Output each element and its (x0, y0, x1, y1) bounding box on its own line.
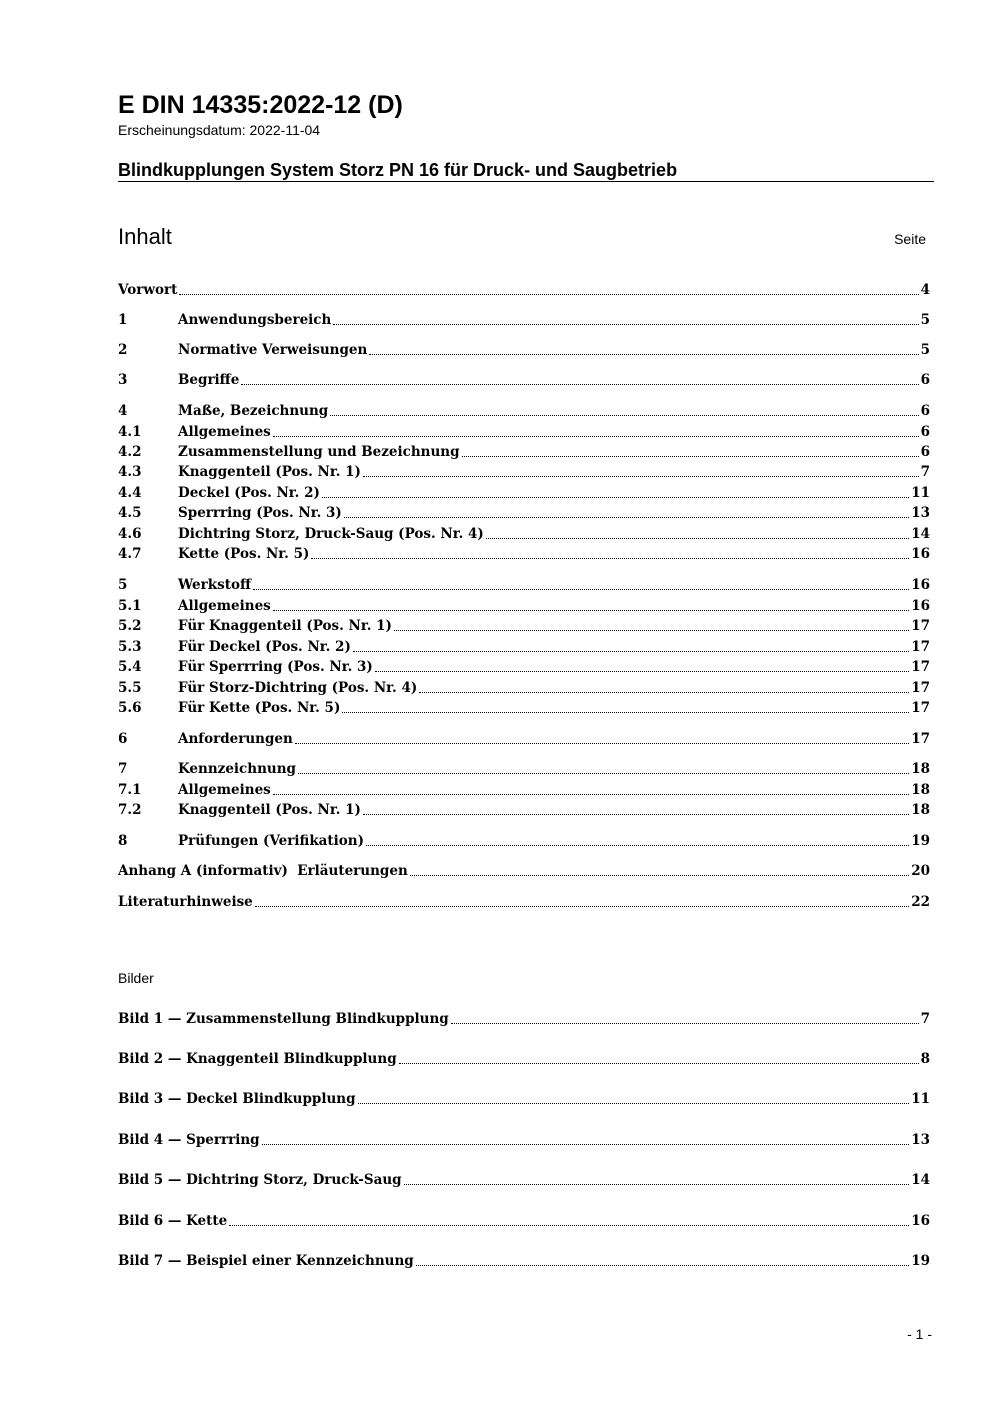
toc-entry-4-5[interactable] (118, 503, 930, 523)
toc-entry-page: 13 (911, 505, 930, 521)
toc-entry-5-5[interactable] (118, 678, 930, 698)
toc-entry-text: Anhang A (informativ) Erläuterungen (118, 863, 408, 879)
toc-entry-7-2[interactable] (118, 800, 930, 820)
toc-entry-text: Für Kette (Pos. Nr. 5) (178, 700, 341, 716)
toc-entry-3[interactable] (118, 370, 930, 390)
figure-entry-text: Bild 1 — Zusammenstellung Blindkupplung (118, 1011, 449, 1027)
toc-entry-number: 5 (118, 577, 128, 593)
toc-entry-number: 4.6 (118, 526, 142, 542)
leader-dots (262, 1143, 910, 1145)
toc-entry-number: 4.7 (118, 546, 142, 562)
toc-entry-text: Literaturhinweise (118, 894, 253, 910)
leader-dots (394, 629, 909, 631)
leader-dots (366, 844, 909, 846)
toc-entry-number: 4.1 (118, 424, 142, 440)
leader-dots (344, 516, 909, 518)
leader-dots (451, 1022, 919, 1024)
toc-entry-5-2[interactable] (118, 616, 930, 636)
leader-dots (322, 496, 909, 498)
toc-entry-number: 7.1 (118, 782, 142, 798)
toc-entry-text: Begriffe (178, 372, 240, 388)
toc-entry-text: Knaggenteil (Pos. Nr. 1) (178, 802, 361, 818)
toc-entry-page: 17 (911, 731, 930, 747)
leader-dots (462, 455, 919, 457)
toc-entry-text: Anforderungen (178, 731, 293, 747)
toc-entry-4-4[interactable] (118, 483, 930, 503)
toc-entry-1[interactable] (118, 310, 930, 330)
toc-entry-text: Kette (Pos. Nr. 5) (178, 546, 310, 562)
toc-entry-4-7[interactable] (118, 544, 930, 564)
toc-entry-vorwort[interactable] (118, 280, 930, 300)
toc-entry-page: 7 (920, 464, 930, 480)
toc-entry-page: 6 (920, 372, 930, 388)
toc-entry-page: 22 (911, 894, 930, 910)
leader-dots (330, 414, 918, 416)
toc-entry-text: Maße, Bezeichnung (178, 403, 329, 419)
toc-entry-number: 7.2 (118, 802, 142, 818)
toc-entry-text: Für Deckel (Pos. Nr. 2) (178, 639, 351, 655)
figures-heading: Bilder (118, 970, 154, 986)
leader-dots (419, 691, 909, 693)
toc-entry-page: 16 (911, 598, 930, 614)
leader-dots (486, 537, 909, 539)
leader-dots (404, 1183, 910, 1185)
figure-entry-text: Bild 3 — Deckel Blindkupplung (118, 1091, 356, 1107)
leader-dots (333, 323, 918, 325)
figure-entry-4[interactable] (118, 1130, 930, 1150)
toc-entry-5-3[interactable] (118, 637, 930, 657)
toc-entry-number: 5.6 (118, 700, 142, 716)
toc-entry-text: Für Knaggenteil (Pos. Nr. 1) (178, 618, 392, 634)
leader-dots (410, 874, 909, 876)
toc-entry-text: Knaggenteil (Pos. Nr. 1) (178, 464, 361, 480)
toc-entry-page: 11 (911, 485, 930, 501)
figure-entry-page: 19 (911, 1253, 930, 1269)
toc-entry-5[interactable] (118, 575, 930, 595)
leader-dots (416, 1264, 909, 1266)
figure-entry-text: Bild 6 — Kette (118, 1213, 228, 1229)
toc-entry-5-6[interactable] (118, 698, 930, 718)
toc-entry-number: 5.3 (118, 639, 142, 655)
leader-dots (241, 383, 918, 385)
figure-entry-text: Bild 4 — Sperrring (118, 1132, 260, 1148)
leader-dots (273, 435, 919, 437)
toc-entry-text: Deckel (Pos. Nr. 2) (178, 485, 320, 501)
page-number: - 1 - (907, 1326, 932, 1342)
toc-entry-4-6[interactable] (118, 524, 930, 544)
figure-entry-text: Bild 7 — Beispiel einer Kennzeichnung (118, 1253, 414, 1269)
toc-entry-number: 5.5 (118, 680, 142, 696)
toc-entry-page: 18 (911, 802, 930, 818)
toc-entry-5-1[interactable] (118, 596, 930, 616)
toc-entry-4-2[interactable] (118, 442, 930, 462)
toc-entry-number: 5.2 (118, 618, 142, 634)
figure-entry-page: 14 (911, 1172, 930, 1188)
leader-dots (369, 353, 918, 355)
leader-dots (229, 1224, 909, 1226)
figure-entry-7[interactable] (118, 1251, 930, 1271)
toc-entry-text: Für Storz-Dichtring (Pos. Nr. 4) (178, 680, 418, 696)
leader-dots (353, 650, 909, 652)
toc-entry-text: Dichtring Storz, Druck-Saug (Pos. Nr. 4) (178, 526, 484, 542)
toc-entry-5-4[interactable] (118, 657, 930, 677)
toc-heading: Inhalt (118, 224, 172, 249)
toc-entry-8[interactable] (118, 831, 930, 851)
document-title: Blindkupplungen System Storz PN 16 für Druck- und Saugbetrieb (118, 160, 678, 180)
toc-entry-4[interactable] (118, 401, 930, 421)
toc-entry-page: 14 (911, 526, 930, 542)
toc-entry-number: 5.4 (118, 659, 142, 675)
leader-dots (363, 475, 919, 477)
toc-entry-7[interactable] (118, 759, 930, 779)
toc-entry-annex-a[interactable] (118, 861, 930, 881)
leader-dots (363, 813, 909, 815)
toc-entry-2[interactable] (118, 340, 930, 360)
toc-entry-text: Vorwort (118, 282, 178, 298)
toc-entry-number: 4.5 (118, 505, 142, 521)
toc-entry-page: 17 (911, 618, 930, 634)
document-id: E DIN 14335:2022-12 (D) (118, 91, 403, 119)
toc-entry-page: 18 (911, 761, 930, 777)
page-column-label: Seite (894, 231, 926, 247)
figure-entry-page: 16 (911, 1213, 930, 1229)
figure-entry-page: 11 (911, 1091, 930, 1107)
toc-entry-page: 6 (920, 403, 930, 419)
figure-entry-2[interactable] (118, 1049, 930, 1069)
toc-entry-text: Normative Verweisungen (178, 342, 368, 358)
toc-entry-page: 16 (911, 546, 930, 562)
toc-entry-number: 4.4 (118, 485, 142, 501)
toc-entry-text: Sperrring (Pos. Nr. 3) (178, 505, 342, 521)
toc-entry-page: 5 (920, 342, 930, 358)
figure-entry-1[interactable] (118, 1009, 930, 1029)
toc-entry-number: 5.1 (118, 598, 142, 614)
toc-entry-page: 16 (911, 577, 930, 593)
leader-dots (179, 293, 918, 295)
figure-entry-3[interactable] (118, 1089, 930, 1109)
figure-entry-page: 7 (920, 1011, 930, 1027)
figure-entry-page: 13 (911, 1132, 930, 1148)
toc-entry-page: 17 (911, 700, 930, 716)
leader-dots (253, 588, 909, 590)
leader-dots (358, 1102, 910, 1104)
toc-entry-page: 6 (920, 424, 930, 440)
toc-entry-4-1[interactable] (118, 422, 930, 442)
figure-entry-page: 8 (920, 1051, 930, 1067)
leader-dots (295, 742, 909, 744)
toc-entry-6[interactable] (118, 729, 930, 749)
toc-entry-text: Prüfungen (Verifikation) (178, 833, 365, 849)
toc-entry-number: 6 (118, 731, 128, 747)
toc-entry-text: Allgemeines (178, 782, 271, 798)
toc-entry-page: 18 (911, 782, 930, 798)
toc-entry-page: 5 (920, 312, 930, 328)
toc-entry-bibliography[interactable] (118, 892, 930, 912)
toc-entry-number: 1 (118, 312, 128, 328)
toc-entry-number: 4 (118, 403, 128, 419)
toc-entry-number: 7 (118, 761, 128, 777)
leader-dots (255, 905, 909, 907)
toc-entry-page: 17 (911, 659, 930, 675)
toc-entry-page: 20 (911, 863, 930, 879)
leader-dots (298, 772, 909, 774)
toc-entry-text: Werkstoff (178, 577, 252, 593)
figure-entry-text: Bild 5 — Dichtring Storz, Druck-Saug (118, 1172, 402, 1188)
figure-entry-text: Bild 2 — Knaggenteil Blindkupplung (118, 1051, 397, 1067)
toc-entry-text: Anwendungsbereich (178, 312, 332, 328)
figure-entry-5[interactable] (118, 1170, 930, 1190)
toc-entry-text: Kennzeichnung (178, 761, 296, 777)
toc-entry-page: 4 (920, 282, 930, 298)
publication-date: Erscheinungsdatum: 2022-11-04 (118, 122, 321, 138)
figure-entry-6[interactable] (118, 1211, 930, 1231)
toc-entry-4-3[interactable] (118, 462, 930, 482)
toc-entry-page: 17 (911, 639, 930, 655)
leader-dots (273, 609, 909, 611)
toc-entry-number: 4.2 (118, 444, 142, 460)
leader-dots (273, 793, 909, 795)
leader-dots (311, 557, 909, 559)
toc-entry-page: 17 (911, 680, 930, 696)
toc-entry-page: 6 (920, 444, 930, 460)
toc-entry-number: 2 (118, 342, 128, 358)
toc-entry-7-1[interactable] (118, 780, 930, 800)
toc-entry-text: Für Sperrring (Pos. Nr. 3) (178, 659, 373, 675)
toc-entry-page: 19 (911, 833, 930, 849)
leader-dots (375, 670, 909, 672)
toc-entry-number: 4.3 (118, 464, 142, 480)
toc-entry-number: 3 (118, 372, 128, 388)
leader-dots (399, 1062, 919, 1064)
toc-entry-number: 8 (118, 833, 128, 849)
leader-dots (342, 711, 909, 713)
toc-entry-text: Allgemeines (178, 424, 271, 440)
toc-entry-text: Allgemeines (178, 598, 271, 614)
toc-entry-text: Zusammenstellung und Bezeichnung (178, 444, 460, 460)
title-divider (118, 181, 934, 182)
